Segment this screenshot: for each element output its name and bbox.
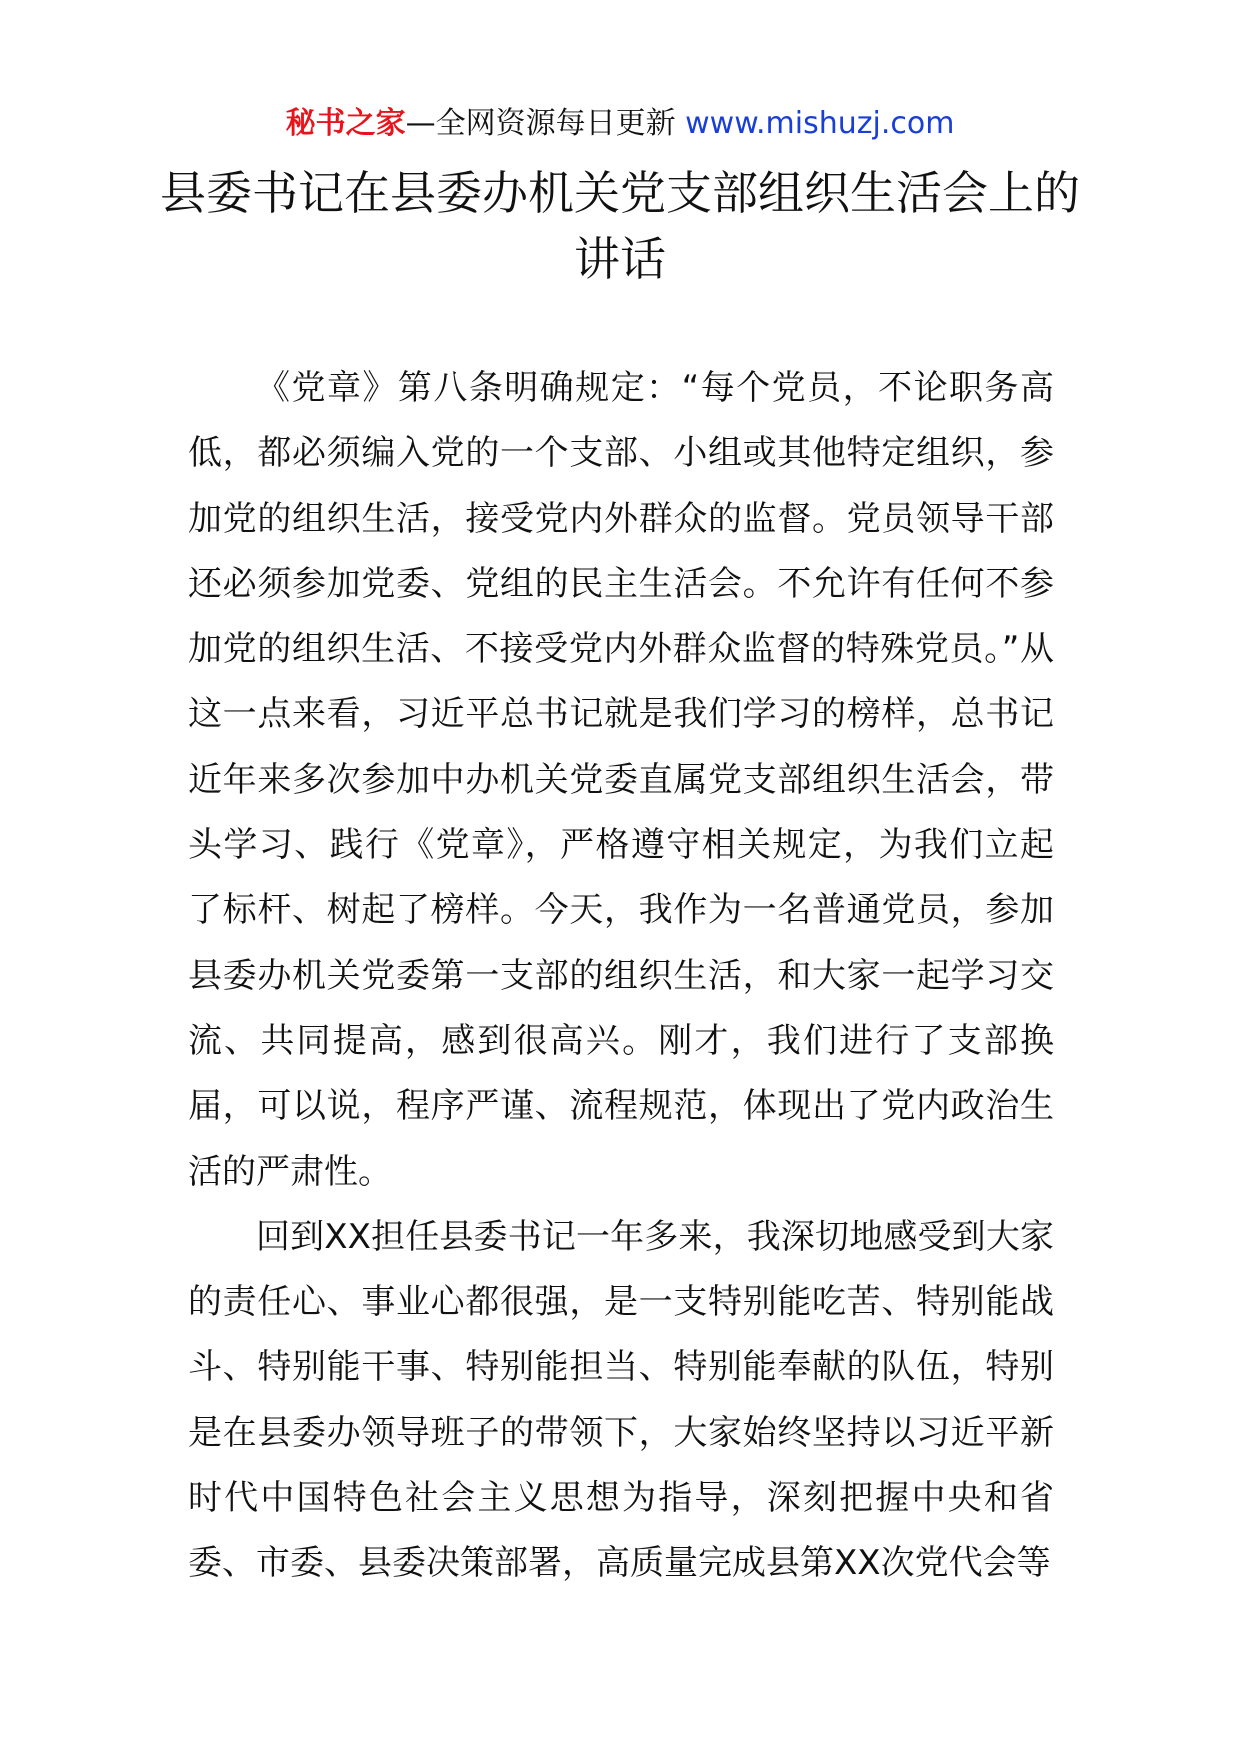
site-tagline: —全网资源每日更新 xyxy=(405,106,676,141)
document-body xyxy=(188,356,1054,1597)
brand-name: 秘书之家 xyxy=(285,106,406,141)
paragraph-2: 回到XX担任县委书记一年多来，我深切地感受到大家的责任心、事业心都很强，是一支特别能吃苦、特别能战斗、特别能干事、特别能担当、特别能奉献的队伍，特别是在县委办领导班子的带领下，大家始终坚持以习近平新时代中国特色社会主义思想为指导，深刻把握中央和省委、市委、县委决策部署，高质量完成县第XX次党代会等 xyxy=(188,1216,1054,1584)
paragraph-1: 《党章》第八条明确规定：“每个党员，不论职务高低，都必须编入党的一个支部、小组或其他特定组织，参加党的组织生活，接受党内外群众的监督。党员领导干部还必须参加党委、党组的民主生活会。不允许有任何不参加党的组织生活、不接受党内外群众监督的特殊党员。”从这一点来看，习近平总书记就是我们学习的榜样，总书记近年来多次参加中办机关党委直属党支部组织生活会，带头学习、践行《党章》，严格遵守相关规定，为我们立起了标杆、树起了榜样。今天，我作为一名普通党员，参加县委办机关党委第一支部的组织生活，和大家一起学习交流、共同提高，感到很高兴。刚才，我们进行了支部换届，可以说，程序严谨、流程规范，体现出了党内政治生活的严肃性。 xyxy=(188,368,1054,1192)
document-title: 县委书记在县委办机关党支部组织生活会上的讲话 xyxy=(160,166,1080,286)
site-url: www.mishuzj.com xyxy=(685,106,955,141)
site-header xyxy=(0,104,1240,144)
